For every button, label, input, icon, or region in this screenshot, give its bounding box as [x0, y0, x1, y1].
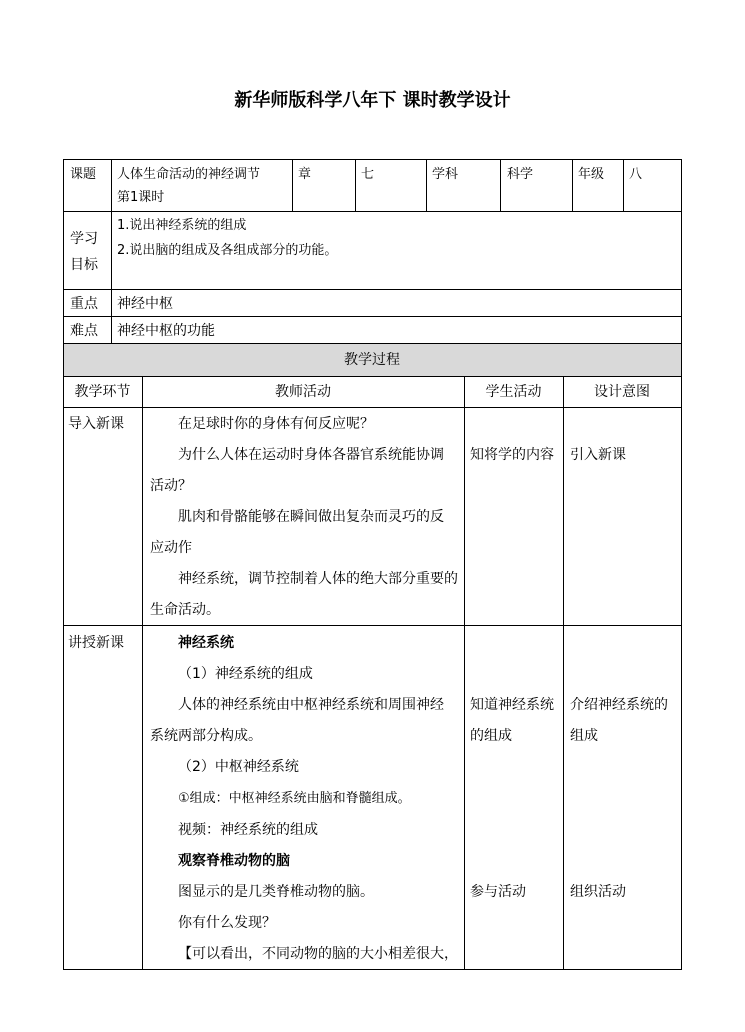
table-border: [142, 376, 143, 970]
intro-teacher-line: 为什么人体在运动时身体各器官系统能协调: [178, 447, 444, 463]
table-border: [681, 159, 682, 970]
table-border: [63, 343, 682, 344]
lesson-value-line1: 人体生命活动的神经调节: [117, 167, 261, 182]
grade-value: 八: [629, 167, 643, 182]
table-border: [563, 376, 564, 970]
intro-stage: 导入新课: [68, 416, 124, 432]
lecture-teacher-line: 人体的神经系统由中枢神经系统和周围神经: [178, 697, 444, 713]
intro-teacher-line: 生命活动。: [150, 602, 220, 618]
lecture-teacher-line: 你有什么发现？: [178, 915, 276, 931]
lecture-teacher-line: 观察脊椎动物的脑: [178, 853, 290, 869]
intro-student: 知将学的内容: [470, 447, 554, 463]
intro-teacher-line: 肌肉和骨骼能够在瞬间做出复杂而灵巧的反: [178, 509, 444, 525]
table-border: [111, 159, 112, 343]
column-header-teacher: 教师活动: [275, 384, 331, 400]
intro-teacher-line: 活动？: [150, 478, 192, 494]
lecture-student-1-line1: 知道神经系统: [470, 697, 554, 713]
column-header-student: 学生活动: [485, 384, 542, 400]
goals-label-line1: 学习: [70, 231, 98, 247]
lecture-stage: 讲授新课: [68, 635, 124, 651]
table-border: [63, 159, 64, 970]
table-border: [63, 316, 682, 317]
grade-label: 年级: [578, 167, 605, 182]
lesson-label: 课题: [70, 167, 97, 182]
goals-item-1: 1.说出神经系统的组成: [117, 218, 247, 233]
goals-label-line2: 目标: [70, 257, 98, 273]
process-title: 教学过程: [344, 352, 400, 368]
chapter-label: 章: [298, 167, 312, 182]
lecture-intent-1-line1: 介绍神经系统的: [570, 697, 668, 713]
table-border: [500, 159, 501, 211]
table-border: [355, 159, 356, 211]
lecture-teacher-line: 视频：神经系统的组成: [178, 822, 318, 838]
difficulty-label: 难点: [70, 323, 98, 339]
table-border: [426, 159, 427, 211]
key-point-value: 神经中枢: [117, 296, 173, 312]
lecture-teacher-line: （2）中枢神经系统: [178, 759, 299, 775]
key-point-label: 重点: [70, 296, 98, 312]
lesson-value-line2: 第1课时: [117, 190, 165, 205]
intro-teacher-line: 应动作: [150, 540, 192, 556]
document-title: 新华师版科学八年下 课时教学设计: [234, 90, 511, 111]
difficulty-value: 神经中枢的功能: [117, 323, 215, 339]
lecture-teacher-line: ①组成：中枢神经系统由脑和脊髓组成。: [178, 791, 411, 806]
lecture-student-2: 参与活动: [470, 884, 526, 900]
table-border: [292, 159, 293, 211]
column-header-intent: 设计意图: [594, 384, 650, 400]
lecture-teacher-line: （1）神经系统的组成: [178, 666, 313, 682]
table-border: [623, 159, 624, 211]
lecture-teacher-line: 系统两部分构成。: [150, 728, 262, 744]
table-border: [63, 289, 682, 290]
table-border: [572, 159, 573, 211]
chapter-value: 七: [361, 167, 375, 182]
table-border: [63, 159, 682, 160]
goals-item-2: 2.说出脑的组成及各组成部分的功能。: [117, 243, 338, 258]
lecture-teacher-line: 【可以看出，不同动物的脑的大小相差很大，: [178, 946, 458, 962]
table-border: [63, 211, 682, 212]
lecture-teacher-line: 图显示的是几类脊椎动物的脑。: [178, 884, 374, 900]
table-border: [63, 407, 682, 408]
table-border: [63, 969, 682, 970]
table-border: [464, 376, 465, 970]
table-border: [63, 376, 682, 377]
lecture-intent-2: 组织活动: [570, 884, 626, 900]
column-header-stage: 教学环节: [74, 384, 131, 400]
intro-teacher-line: 神经系统，调节控制着人体的绝大部分重要的: [178, 571, 458, 587]
lecture-teacher-line: 神经系统: [178, 635, 234, 651]
intro-intent: 引入新课: [570, 447, 626, 463]
lecture-student-1-line2: 的组成: [470, 728, 512, 744]
subject-value: 科学: [507, 167, 534, 182]
subject-label: 学科: [432, 167, 459, 182]
intro-teacher-line: 在足球时你的身体有何反应呢？: [178, 416, 374, 432]
lecture-intent-1-line2: 组成: [570, 728, 598, 744]
table-border: [63, 625, 682, 626]
